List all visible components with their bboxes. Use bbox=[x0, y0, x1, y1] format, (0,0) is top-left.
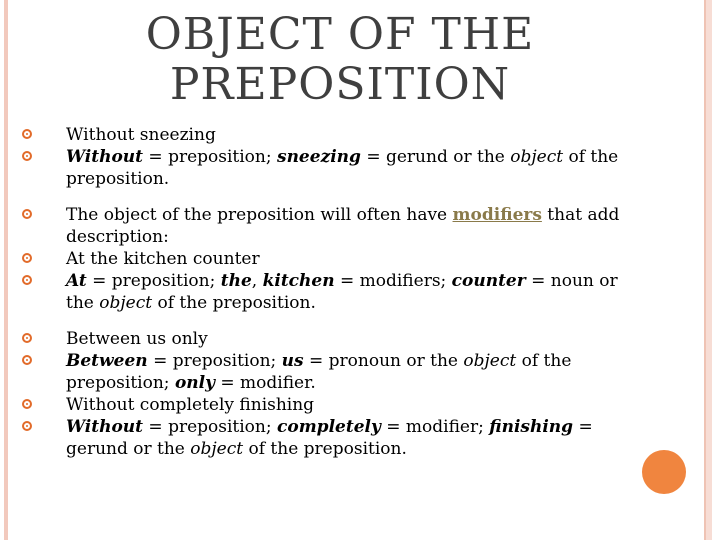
bullet-list bbox=[18, 124, 638, 460]
text-run: counter bbox=[451, 271, 526, 291]
list-item bbox=[18, 394, 638, 416]
text-run: Between bbox=[66, 351, 148, 371]
circle-bullet-icon bbox=[22, 253, 32, 263]
text-run: = pronoun or the bbox=[303, 351, 464, 371]
list-item bbox=[18, 328, 638, 350]
text-run: object bbox=[510, 147, 564, 167]
circle-bullet-icon bbox=[22, 275, 32, 285]
text-run: sneezing bbox=[277, 147, 361, 167]
text-run: of the preposition. bbox=[152, 293, 316, 313]
text-run: = preposition; bbox=[86, 271, 221, 291]
circle-bullet-icon bbox=[22, 333, 32, 343]
title-line-1: OBJECT OF THE bbox=[145, 9, 535, 60]
text-run: At bbox=[66, 271, 87, 291]
text-run: completely bbox=[277, 417, 381, 437]
text-run: = modifiers; bbox=[334, 271, 452, 291]
text-run: = preposition; bbox=[143, 417, 277, 437]
text-run: = preposition; bbox=[143, 147, 277, 167]
list-item bbox=[18, 416, 638, 460]
text-run: = preposition; bbox=[147, 351, 282, 371]
text-run: = gerund or the bbox=[66, 417, 593, 459]
text-run: , bbox=[251, 271, 263, 291]
list-item-text: Between us only bbox=[66, 329, 208, 349]
circle-bullet-icon bbox=[22, 421, 32, 431]
right-border bbox=[704, 0, 712, 540]
text-run: the bbox=[220, 271, 252, 291]
list-item-text: At the kitchen counter bbox=[66, 249, 260, 269]
text-run: us bbox=[281, 351, 304, 371]
text-run: object bbox=[190, 439, 244, 459]
left-border bbox=[4, 0, 8, 540]
list-item bbox=[18, 204, 638, 248]
text-run: finishing bbox=[489, 417, 574, 437]
decorative-circle bbox=[642, 450, 686, 494]
list-item-text: Without completely finishing bbox=[66, 395, 315, 415]
text-run: kitchen bbox=[262, 271, 335, 291]
circle-bullet-icon bbox=[22, 129, 32, 139]
circle-bullet-icon bbox=[22, 399, 32, 409]
text-run: = modifier; bbox=[380, 417, 490, 437]
text-run: = modifier. bbox=[214, 373, 316, 393]
list-item bbox=[18, 248, 638, 270]
text-run: of the preposition. bbox=[243, 439, 407, 459]
text-run: of the preposition. bbox=[66, 147, 619, 189]
spacer bbox=[18, 314, 638, 328]
list-item bbox=[18, 124, 638, 146]
spacer bbox=[18, 190, 638, 204]
text-run: object bbox=[99, 293, 153, 313]
circle-bullet-icon bbox=[22, 209, 32, 219]
text-run: that add description: bbox=[66, 205, 620, 247]
text-run: of the preposition; bbox=[66, 351, 572, 393]
list-item bbox=[18, 350, 638, 394]
list-item bbox=[18, 146, 638, 190]
circle-bullet-icon bbox=[22, 151, 32, 161]
slide-title bbox=[90, 10, 590, 110]
text-run: Without bbox=[66, 417, 144, 437]
circle-bullet-icon bbox=[22, 355, 32, 365]
text-run: Without bbox=[66, 147, 144, 167]
modifiers-link[interactable]: modifiers bbox=[452, 205, 542, 225]
text-run: = gerund or the bbox=[360, 147, 511, 167]
title-line-2: PREPOSITION bbox=[169, 59, 511, 110]
text-run: only bbox=[174, 373, 215, 393]
list-item bbox=[18, 270, 638, 314]
text-run: The object of the preposition will often have bbox=[66, 205, 453, 225]
text-run: object bbox=[463, 351, 517, 371]
text-run: = noun or the bbox=[66, 271, 618, 313]
list-item-text: Without sneezing bbox=[66, 125, 216, 145]
